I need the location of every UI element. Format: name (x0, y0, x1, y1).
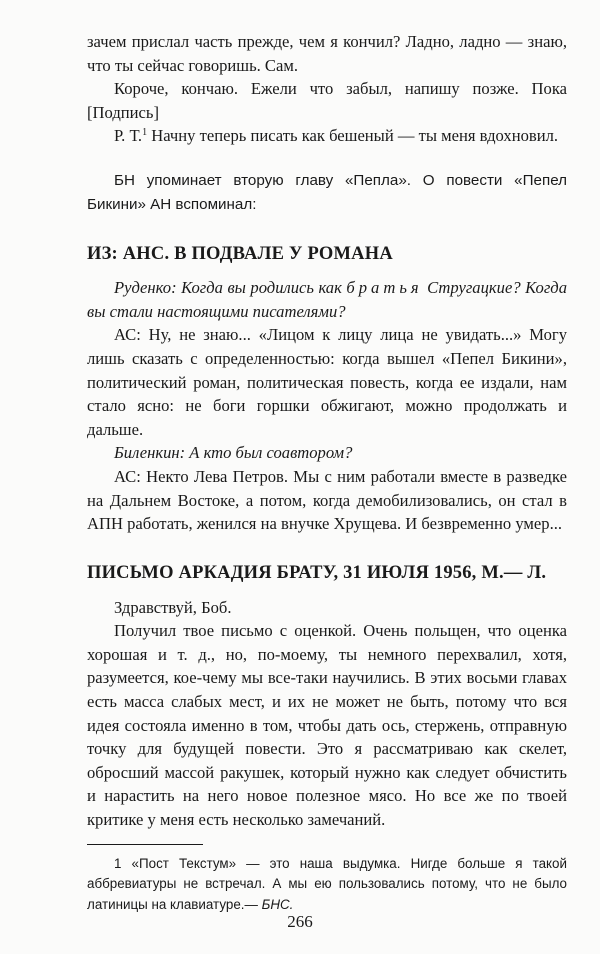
question-1-end: Стругацкие? Когда вы стали настоящими писателями? (87, 278, 567, 321)
section-heading-letter: ПИСЬМО АРКАДИЯ БРАТУ, 31 ИЮЛЯ 1956, М.— Л. (87, 562, 547, 583)
postscript-marker: Р. Т. (114, 126, 143, 146)
interview-answer-1: АС: Ну, не знаю... «Лицом к лицу лица не увидать...» Могу лишь сказать с определенностью: когда вышел «Пепел Бикини», политический роман, политическая повесть, когда ее издали, нам стало ясно: не боги горшки обжигают, можно продолжать и дальше. (87, 325, 567, 439)
footnote-text: «Пост Текстум» — это наша выдумка. Нигде больше я такой аббревиатуры не встречал. А мы ею пользовались потому, что не было латиницы на клавиатуре.— (87, 855, 567, 912)
postscript-text: Начну теперь писать как бешеный — ты меня вдохновил. (147, 126, 559, 146)
footnote-reference: 1 (142, 127, 148, 139)
footnote-signature: БНС. (261, 896, 294, 912)
editor-note: БН упоминает вторую главу «Пепла». О повести «Пепел Бикини» АН вспоминал: (87, 171, 567, 213)
letter-body: Получил твое письмо с оценкой. Очень польщен, что оценка хорошая и т. д., но, по-моему, ты немного перехвалил, хотя, разумеется, кое-чему мы все-таки научились. В этих восьми главах есть масса слабых мест, и их не может не быть, потому что вся идея состояла именно в том, чтобы дать ось, стержень, отправную точку для будущей повести. Это я рассматриваю как скелет, обросший массой ракушек, который нужно как следует обчистить и нарастить на него новое полезное мясо. Но все же по твоей критике у меня есть несколько замечаний. (87, 621, 567, 830)
footnote (87, 854, 567, 916)
interview-question-2: Биленкин: А кто был соавтором? (114, 443, 353, 463)
interview-question-1 (87, 276, 567, 323)
footnote-divider (87, 844, 203, 845)
question-1-start: Руденко: Когда вы родились как (114, 278, 347, 298)
section-heading-interview: ИЗ: АНС. В ПОДВАЛЕ У РОМАНА (87, 244, 393, 265)
postscript-paragraph (87, 124, 567, 148)
question-1-spaced-word: братья (346, 278, 423, 298)
footnote-number: 1 (114, 855, 122, 871)
page-number: 266 (287, 912, 313, 931)
letter-continuation-paragraph: зачем прислал часть прежде, чем я кончил? Ладно, ладно — знаю, что ты сейчас говоришь. Сам. (87, 32, 567, 75)
letter-greeting: Здравствуй, Боб. (114, 597, 232, 617)
interview-answer-2: АС: Некто Лева Петров. Мы с ним работали вместе в разведке на Дальнем Востоке, а потом, когда демобилизовались, он стал в АПН работать, женился на внучке Хрущева. И безвременно умер... (87, 466, 567, 534)
page-content (87, 30, 567, 915)
letter-closing-paragraph: Короче, кончаю. Ежели что забыл, напишу позже. Пока [Подпись] (87, 79, 567, 122)
